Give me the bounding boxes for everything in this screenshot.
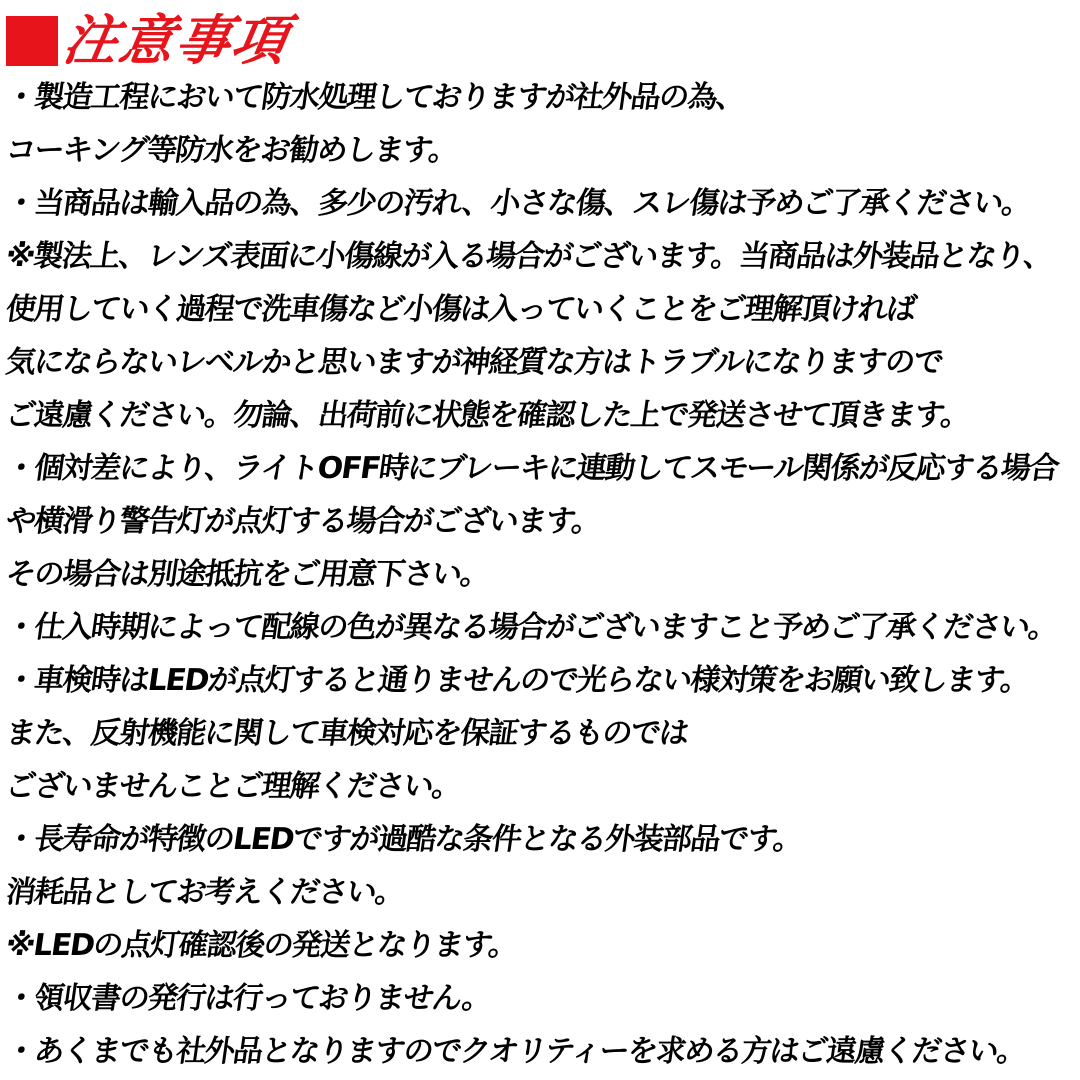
- notice-line: ※製法上、レンズ表面に小傷線が入る場合がございます。当商品は外装品となり、: [3, 239, 1055, 274]
- notice-line: ・車検時はLEDが点灯すると通りませんので光らない様対策をお願い致します。: [3, 663, 1032, 698]
- heading-title: 注意事項: [58, 9, 294, 72]
- notice-line: ご遠慮ください。勿論、出荷前に状態を確認した上で発送させて頂きます。: [3, 398, 972, 433]
- notice-line: 使用していく過程で洗車傷など小傷は入っていくことをご理解頂ければ: [3, 292, 918, 327]
- notice-line: その場合は別途抵抗をご用意下さい。: [3, 557, 492, 592]
- notice-line: ・あくまでも社外品となりますのでクオリティーを求める方はご遠慮ください。: [3, 1034, 1028, 1069]
- notice-line: ・当商品は輸入品の為、多少の汚れ、小さな傷、スレ傷は予めご了承ください。: [3, 186, 1033, 221]
- notice-line: 気にならないレベルかと思いますが神経質な方はトラブルになりますので: [3, 345, 945, 380]
- notice-line: ・長寿命が特徴のLEDですが過酷な条件となる外装部品です。: [3, 822, 805, 857]
- notice-line: ・個対差により、ライトOFF時にブレーキに連動してスモール関係が反応する場合: [3, 451, 1061, 486]
- notice-line: ございませんことご理解ください。: [3, 769, 463, 804]
- notice-line: ※LEDの点灯確認後の発送となります。: [3, 928, 520, 963]
- red-square-marker: [6, 16, 58, 66]
- notice-line: 消耗品としてお考えください。: [3, 875, 407, 910]
- notice-line: ・仕入時期によって配線の色が異なる場合がございますこと予めご了承ください。: [3, 610, 1060, 645]
- notice-line: また、反射機能に関して車検対応を保証するものでは: [3, 716, 691, 751]
- notice-heading: [6, 9, 294, 72]
- notice-line: ・領収書の発行は行っておりません。: [3, 981, 494, 1016]
- notice-line: ・製造工程において防水処理しておりますが社外品の為、: [3, 80, 747, 115]
- notice-line: や横滑り警告灯が点灯する場合がございます。: [3, 504, 603, 539]
- notice-line: コーキング等防水をお勧めします。: [3, 133, 460, 168]
